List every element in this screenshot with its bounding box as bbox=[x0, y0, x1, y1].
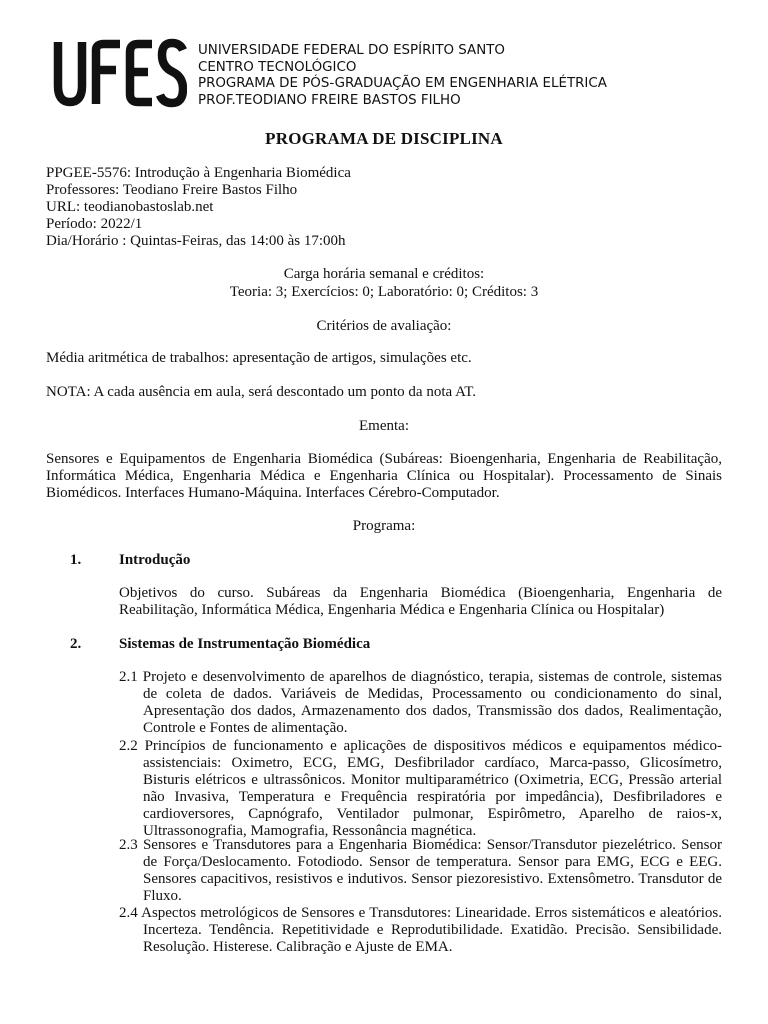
institution-university: UNIVERSIDADE FEDERAL DO ESPÍRITO SANTO bbox=[198, 43, 505, 58]
meta-period: Período: 2022/1 bbox=[46, 216, 143, 232]
section-1-body: Objetivos do curso. Subáreas da Engenharia Biomédica (Bioengenharia, Engenharia de Reabilitação, Informática Médica, Engenharia Médica e Engenharia Clínica ou Hospitalar) bbox=[119, 585, 722, 618]
programa-heading: Programa: bbox=[352, 518, 416, 534]
institution-program: PROGRAMA DE PÓS-GRADUAÇÃO EM ENGENHARIA ELÉTRICA bbox=[198, 76, 607, 91]
workload-heading: Carga horária semanal e créditos: bbox=[283, 266, 485, 282]
section-2-item-2-2: 2.2 Princípios de funcionamento e aplicações de dispositivos médicos e equipamentos médico-assistenciais: Oximetro, ECG, EMG, Desfibrilador cardíaco, Marca-passo, Glicosímetro, Bisturis elétricos e ultrassônicos. Monitor multiparamétrico (Oximetria, ECG, Pressão arterial não Invasiva, Temperatura e Frequência respiratória por impedância), Desfibriladores e cardioversores, Capnógrafo, Ventilador pulmonar, Espirômetro, Aparelho de raios-x, Ultrassonografia, Mamografia, Ressonância magnética. bbox=[119, 738, 722, 839]
page-title: PROGRAMA DE DISCIPLINA bbox=[265, 129, 503, 148]
evaluation-note: NOTA: A cada ausência em aula, será descontado um ponto da nota AT. bbox=[46, 384, 477, 400]
section-1-number: 1. bbox=[70, 552, 82, 568]
institution-professor: PROF.TEODIANO FREIRE BASTOS FILHO bbox=[198, 92, 461, 108]
institution-block bbox=[198, 43, 607, 109]
meta-url: URL: teodianobastoslab.net bbox=[46, 199, 214, 215]
section-2-number: 2. bbox=[70, 636, 82, 652]
section-1-title: Introdução bbox=[119, 552, 191, 568]
meta-professors: Professores: Teodiano Freire Bastos Filho bbox=[46, 182, 298, 198]
evaluation-text: Média aritmética de trabalhos: apresentação de artigos, simulações etc. bbox=[46, 350, 472, 366]
ufes-logo bbox=[52, 38, 187, 108]
section-2-item-2-3: 2.3 Sensores e Transdutores para a Engenharia Biomédica: Sensor/Transdutor piezelétrico. Sensor de Força/Deslocamento. Fotodiodo. Sensor de temperatura. Sensor para EMG, ECG e EEG. Sensores capacitivos, resistivos e indutivos. Sensor piezoresistivo. Extensômetro. Transdutor de Fluxo. bbox=[119, 837, 722, 904]
workload-detail: Teoria: 3; Exercícios: 0; Laboratório: 0; Créditos: 3 bbox=[229, 284, 539, 300]
section-2-title: Sistemas de Instrumentação Biomédica bbox=[119, 636, 371, 652]
course-meta bbox=[46, 165, 351, 250]
ementa-text: Sensores e Equipamentos de Engenharia Biomédica (Subáreas: Bioengenharia, Engenharia de Reabilitação, Informática Médica, Engenharia Médica e Engenharia Clínica ou Hospitalar). Processamento de Sinais Biomédicos. Interfaces Humano-Máquina. Interfaces Cérebro-Computador. bbox=[46, 451, 722, 501]
institution-center: CENTRO TECNOLÓGICO bbox=[198, 59, 357, 75]
ementa-heading: Ementa: bbox=[359, 418, 409, 434]
meta-course-code: PPGEE-5576: Introdução à Engenharia Biomédica bbox=[46, 165, 351, 181]
evaluation-heading: Critérios de avaliação: bbox=[316, 318, 452, 334]
meta-schedule: Dia/Horário : Quintas-Feiras, das 14:00 às 17:00h bbox=[46, 233, 346, 249]
section-2-item-2-4: 2.4 Aspectos metrológicos de Sensores e Transdutores: Linearidade. Erros sistemáticos e aleatórios. Incerteza. Tendência. Repetitividade e Reprodutibilidade. Exatidão. Precisão. Sensibilidade. Resolução. Histerese. Calibração e Ajuste de EMA. bbox=[119, 905, 722, 955]
section-2-item-2-1: 2.1 Projeto e desenvolvimento de aparelhos de diagnóstico, terapia, sistemas de controle, sistemas de coleta de dados. Variáveis de Medidas, Processamento ou condicionamento do sinal, Apresentação dos dados, Armazenamento dos dados, Transmissão dos dados, Realimentação, Controle e Fontes de alimentação. bbox=[119, 669, 722, 736]
